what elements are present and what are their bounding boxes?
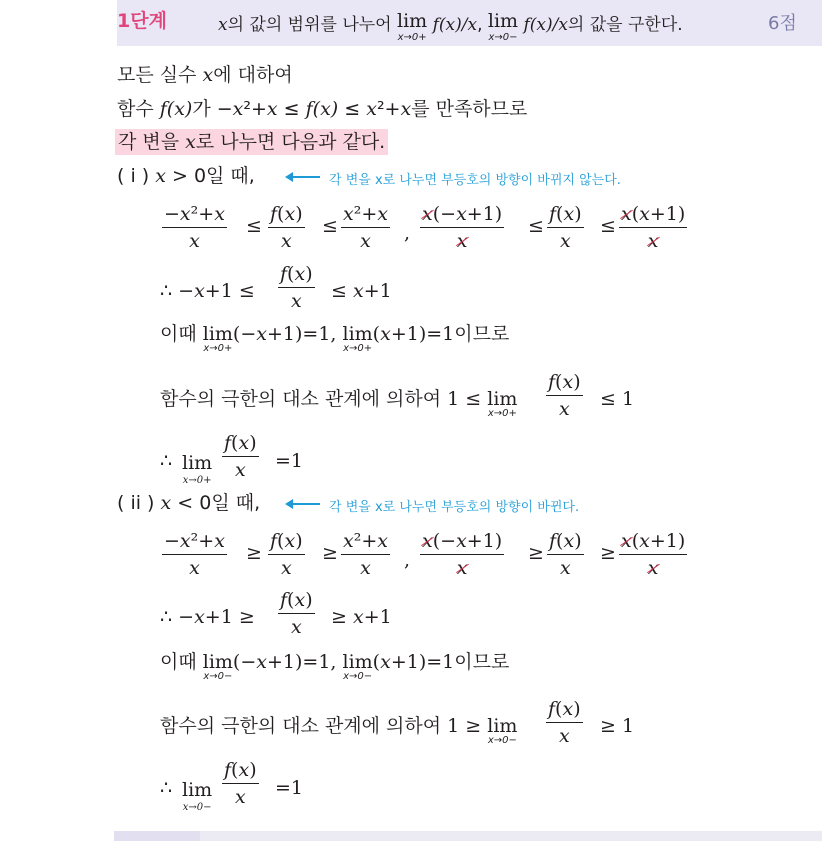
next-step-bar xyxy=(114,831,822,841)
limit-operator: lim x→0+ xyxy=(182,452,213,486)
comma: , xyxy=(404,549,411,571)
result-value: =1 xyxy=(275,777,304,799)
leq-symbol: ≤ xyxy=(528,215,544,237)
arrow-left-icon xyxy=(292,503,320,505)
limit-operator: lim x→0− xyxy=(182,779,213,813)
leq-symbol: ≤ xyxy=(322,215,338,237)
fraction: f(x) x xyxy=(280,263,313,312)
fraction: −x²+x x xyxy=(164,203,225,252)
case2-label: ( ii ) x < 0일 때, xyxy=(117,492,261,514)
fraction: x²+x x xyxy=(343,203,388,252)
score-label: 6점 xyxy=(768,13,797,34)
fraction-cancel: x(−x+1) x xyxy=(422,530,503,579)
next-step-tab xyxy=(114,831,200,841)
fraction: f(x) x xyxy=(548,698,581,747)
geq-symbol: ≥ xyxy=(322,542,338,564)
geq-symbol: ≥ xyxy=(600,542,616,564)
intro-line-1: 모든 실수 x에 대하여 xyxy=(117,64,293,86)
geq-symbol: ≥ xyxy=(528,542,544,564)
squeeze-line: 함수의 극한의 대소 관계에 의하여 1 ≥ lim x→0− xyxy=(160,715,518,746)
case1-note: 각 변을 x로 나누면 부등호의 방향이 바뀌지 않는다. xyxy=(329,173,621,188)
fraction: f(x) x xyxy=(224,432,257,481)
fraction: f(x) x xyxy=(224,759,257,808)
fraction-cancel: x(x+1) x xyxy=(621,530,686,579)
therefore-line: ∴ −x+1 ≥ xyxy=(160,606,255,628)
fraction: f(x) x xyxy=(270,203,303,252)
squeeze-line: 함수의 극한의 대소 관계에 의하여 1 ≤ lim x→0+ xyxy=(160,388,518,419)
fraction-cancel: x(x+1) x xyxy=(621,203,686,252)
arrow-left-icon xyxy=(292,176,320,178)
squeeze-tail: ≤ 1 xyxy=(600,388,635,410)
therefore-tail: ≤ x+1 xyxy=(331,280,392,302)
therefore-line: ∴ −x+1 ≤ xyxy=(160,280,255,302)
leq-symbol: ≤ xyxy=(246,215,262,237)
geq-symbol: ≥ xyxy=(246,542,262,564)
intro-line-2: 함수 f(x)가 −x²+x ≤ f(x) ≤ x²+x를 만족하므로 xyxy=(117,98,528,120)
limits-line: 이때 lim x→0− (−x+1)=1, lim x→0− (x+1)=1이므로 xyxy=(160,651,510,682)
fraction: f(x) x xyxy=(280,589,313,638)
limits-line: 이때 lim x→0+ (−x+1)=1, lim x→0+ (x+1)=1이므로 xyxy=(160,323,510,354)
leq-symbol: ≤ xyxy=(600,215,616,237)
step-description: x의 값의 범위를 나누어 lim x→0+ f(x)/x, lim x→0− f(x)/x의 값을 구한다. xyxy=(218,10,683,43)
fraction: f(x) x xyxy=(549,530,582,579)
therefore-symbol: ∴ xyxy=(160,777,173,799)
case2-note: 각 변을 x로 나누면 부등호의 방향이 바뀐다. xyxy=(329,500,580,515)
squeeze-tail: ≥ 1 xyxy=(600,715,635,737)
intro-line-3: 각 변을 x로 나누면 다음과 같다. xyxy=(115,133,388,152)
therefore-symbol: ∴ xyxy=(160,450,173,472)
fraction-cancel: x(−x+1) x xyxy=(422,203,503,252)
therefore-tail: ≥ x+1 xyxy=(331,606,392,628)
result-value: =1 xyxy=(275,450,304,472)
fraction: f(x) x xyxy=(548,371,581,420)
fraction: f(x) x xyxy=(549,203,582,252)
fraction: −x²+x x xyxy=(164,530,225,579)
fraction: x²+x x xyxy=(343,530,388,579)
fraction: f(x) x xyxy=(270,530,303,579)
step-label: 1단계 xyxy=(117,10,167,32)
comma: , xyxy=(404,222,411,244)
case1-label: ( i ) x > 0일 때, xyxy=(117,165,255,187)
